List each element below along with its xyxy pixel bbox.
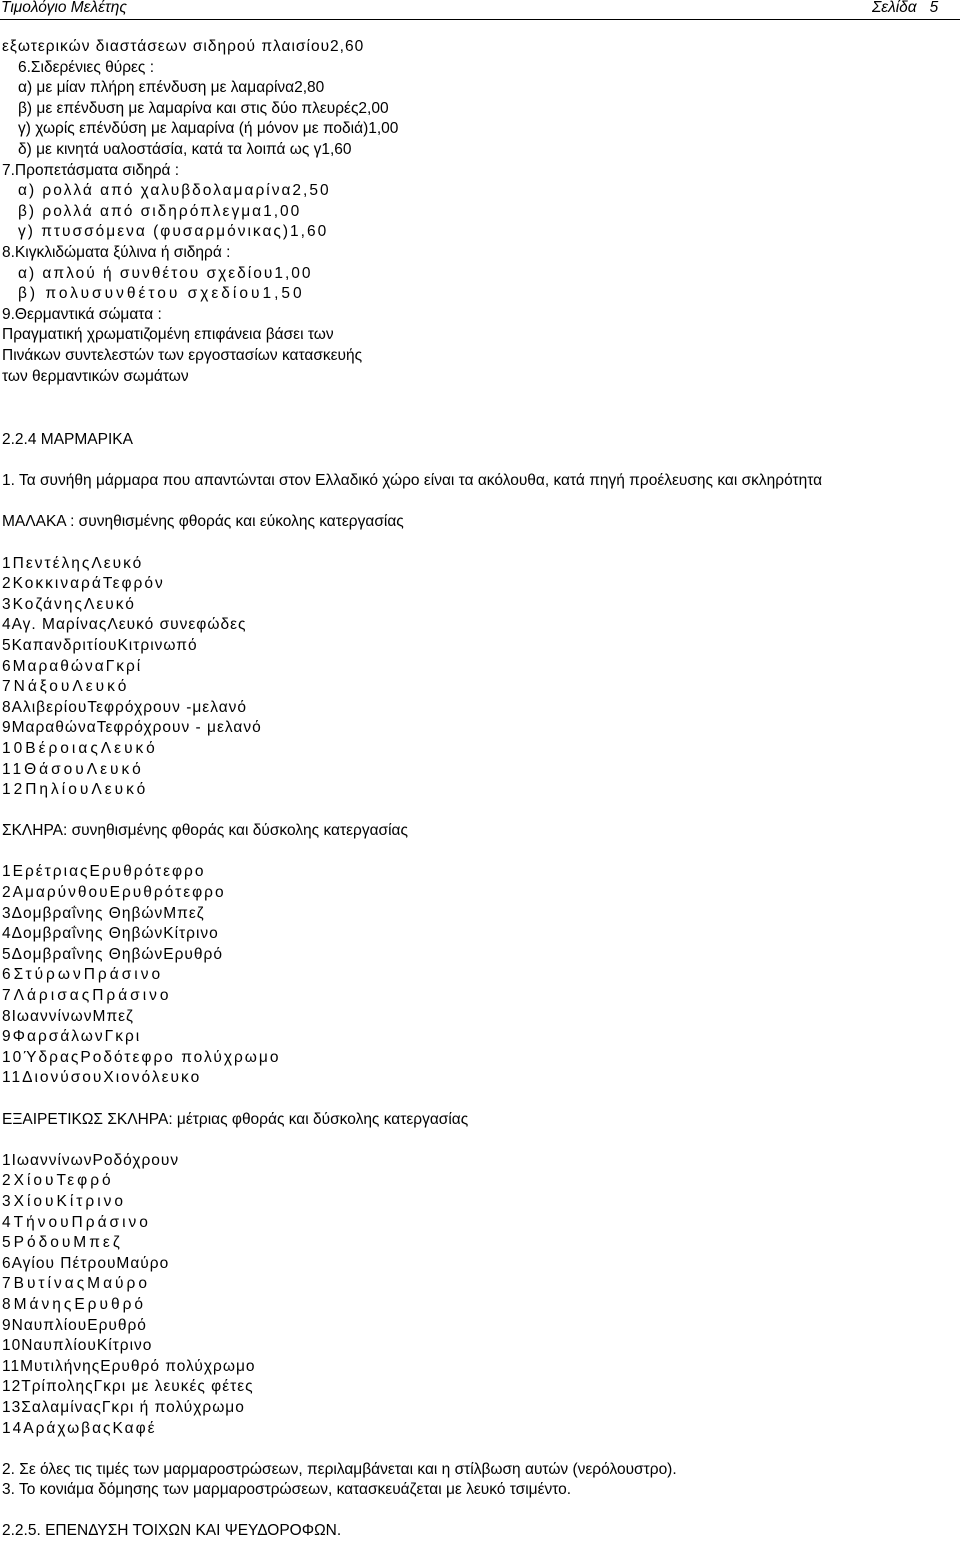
text-line: γ) χωρίς επένδύση με λαμαρίνα (ή μόνον με ποδιά)1,00 xyxy=(18,120,399,138)
list-item: 1ΕρέτριαςΕρυθρότεφρο xyxy=(2,863,206,881)
list-item: 1ΠεντέληςΛευκό xyxy=(2,554,144,572)
header-divider xyxy=(0,19,960,20)
subsection-heading: ΣΚΛΗΡΑ: συνηθισμένης φθοράς και δύσκολης κατεργασίας xyxy=(2,822,408,840)
list-item: 6Αγίου ΠέτρουΜαύρο xyxy=(2,1254,170,1272)
list-item: 11ΜυτιλήνηςΕρυθρό πολύχρωμο xyxy=(2,1357,256,1375)
text-line: 8.Κιγκλιδώματα ξύλινα ή σιδηρά : xyxy=(2,243,231,261)
list-item: 9ΜαραθώναΤεφρόχρουν - μελανό xyxy=(2,719,262,737)
list-item: 7ΝάξουΛευκό xyxy=(2,678,130,696)
list-item: 2ΧίουΤεφρό xyxy=(2,1172,114,1190)
list-item: 7ΛάρισαςΠράσινο xyxy=(2,987,172,1005)
page-label: Σελίδα xyxy=(872,0,917,16)
text-line: δ) με κινητά υαλοστάσία, κατά τα λοιπά ως γ1,60 xyxy=(18,140,352,158)
text-line: εξωτερικών διαστάσεων σιδηρού πλαισίου2,60 xyxy=(2,38,365,55)
list-item: 8ΙωαννίνωνΜπεζ xyxy=(2,1007,134,1025)
list-item: 5ΚαπανδριτίουΚιτρινωπό xyxy=(2,636,198,654)
list-item: 5Δομβραΐνης ΘηβώνΕρυθρό xyxy=(2,945,223,963)
marble-section xyxy=(2,430,952,1542)
list-item: 6ΜαραθώναΓκρί xyxy=(2,657,143,675)
text-line: 3. Το κονιάμα δόμησης των μαρμαροστρώσεων, κατασκευάζεται με λευκό τσιμέντο. xyxy=(2,1481,572,1499)
list-item: 9ΝαυπλίουΕρυθρό xyxy=(2,1316,147,1334)
list-item: 1ΙωαννίνωνΡοδόχρουν xyxy=(2,1151,180,1169)
text-line: γ) πτυσσόμενα (φυσαρμόνικας)1,60 xyxy=(18,223,329,241)
list-item: 12ΤρίποληςΓκρι με λευκές φέτες xyxy=(2,1378,254,1396)
list-item: 2ΚοκκιναράΤεφρόν xyxy=(2,575,165,593)
text-line: 6.Σιδερένιες θύρες : xyxy=(18,58,155,76)
list-item: 8ΑλιβερίουΤεφρόχρουν -μελανό xyxy=(2,698,248,716)
text-line: 7.Προπετάσματα σιδηρά : xyxy=(2,161,180,179)
subsection-heading: ΜΑΛΑΚΑ : συνηθισμένης φθοράς και εύκολης κατεργασίας xyxy=(2,513,404,531)
list-item: 4Δομβραΐνης ΘηβώνΚίτρινο xyxy=(2,925,219,943)
text-line: 2. Σε όλες τις τιμές των μαρμαροστρώσεων, περιλαμβάνεται και η στίλβωση αυτών (νερόλουστρο). xyxy=(2,1460,677,1478)
list-item: 7ΒυτίναςΜαύρο xyxy=(2,1275,150,1293)
text-line: των θερμαντικών σωμάτων xyxy=(2,367,189,385)
list-item: 3ΚοζάνηςΛευκό xyxy=(2,595,136,613)
list-item: 11ΔιονύσουΧιονόλευκο xyxy=(2,1069,202,1087)
list-item: 9ΦαρσάλωνΓκρι xyxy=(2,1028,142,1046)
section-heading: 2.2.5. ΕΠΕΝΔΥΣΗ ΤΟΙΧΩΝ ΚΑΙ ΨΕΥΔΟΡΟΦΩΝ. xyxy=(2,1522,342,1540)
list-item: 14ΑράχωβαςΚαφέ xyxy=(2,1419,157,1437)
text-line: α) με μίαν πλήρη επένδυση με λαμαρίνα2,80 xyxy=(18,79,325,97)
list-item: 11ΘάσουΛευκό xyxy=(2,760,144,778)
list-item: 10ΎδραςΡοδότεφρο πολύχρωμο xyxy=(2,1048,281,1066)
list-item: 3Δομβραΐνης ΘηβώνΜπεζ xyxy=(2,904,205,922)
page-number: 5 xyxy=(929,0,939,16)
text-line: 9.Θερμαντικά σώματα : xyxy=(2,305,162,323)
subsection-heading: ΕΞΑΙΡΕΤΙΚΩΣ ΣΚΛΗΡΑ: μέτριας φθοράς και δύσκολης κατεργασίας xyxy=(2,1110,469,1128)
iron-items-section xyxy=(2,37,952,387)
text-line: Πινάκων συντελεστών των εργοστασίων κατασκευής xyxy=(2,346,363,364)
text-line: β) πολυσυνθέτου σχεδίου1,50 xyxy=(18,285,305,303)
text-line: α) ρολλά από χαλυβδολαμαρίνα2,50 xyxy=(18,182,331,200)
list-item: 12ΠηλίουΛευκό xyxy=(2,781,149,799)
list-item: 2ΑμαρύνθουΕρυθρότεφρο xyxy=(2,884,226,902)
text-line: β) ρολλά από σιδηρόπλεγμα1,00 xyxy=(18,202,302,220)
page-number-label xyxy=(872,0,938,18)
list-item: 10ΝαυπλίουΚίτρινο xyxy=(2,1337,153,1355)
text-line: β) με επένδυση με λαμαρίνα και στις δύο πλευρές2,00 xyxy=(18,99,389,117)
document-title: Τιμολόγιο Μελέτης xyxy=(1,0,127,16)
list-item: 5ΡόδουΜπεζ xyxy=(2,1234,123,1252)
text-line: 1. Τα συνήθη μάρμαρα που απαντώνται στον Ελλαδικό χώρο είναι τα ακόλουθα, κατά πηγή προέλευσης και σκληρότητα xyxy=(2,472,823,490)
section-heading: 2.2.4 ΜΑΡΜΑΡΙΚΑ xyxy=(2,431,133,448)
text-line: α) απλού ή συνθέτου σχεδίου1,00 xyxy=(18,264,313,282)
text-line: Πραγματική χρωματιζομένη επιφάνεια βάσει των xyxy=(2,326,334,344)
list-item: 3ΧίουΚίτρινο xyxy=(2,1192,127,1210)
list-item: 6ΣτύρωνΠράσινο xyxy=(2,966,164,984)
list-item: 8ΜάνηςΕρυθρό xyxy=(2,1295,147,1313)
list-item: 4ΤήνουΠράσινο xyxy=(2,1213,151,1231)
list-item: 10ΒέροιαςΛευκό xyxy=(2,739,158,757)
list-item: 4Αγ. ΜαρίναςΛευκό συνεφώδες xyxy=(2,616,247,634)
list-item: 13ΣαλαμίναςΓκρι ή πολύχρωμο xyxy=(2,1398,245,1416)
